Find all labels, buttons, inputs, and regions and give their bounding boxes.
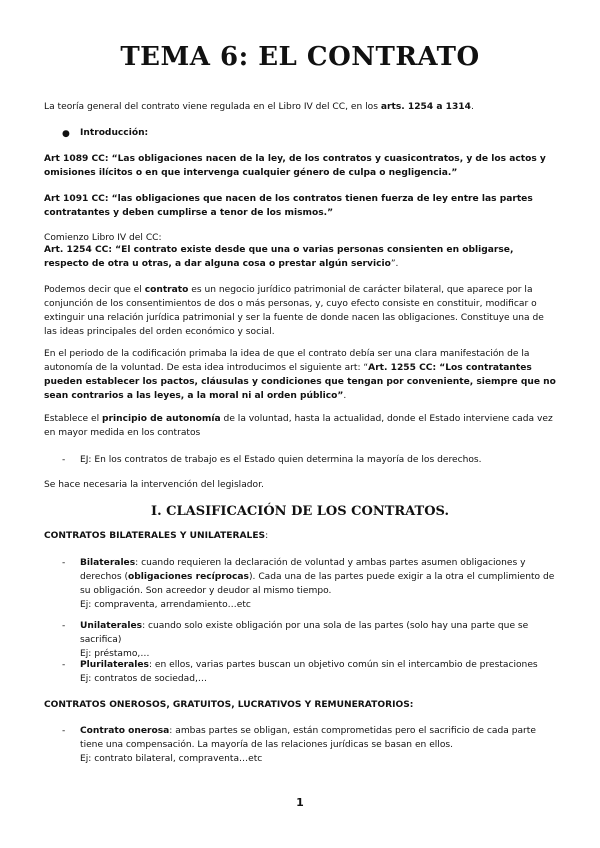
principio-paragraph <box>44 412 556 440</box>
principio-post: de la voluntad, hasta la actualidad, donde el Estado interviene cada vez en mayor medida en los contratos <box>44 414 553 438</box>
page-number: 1 <box>296 796 304 809</box>
art-1254-text: : “El contrato existe desde que una o varias personas consienten en obligarse, respecto de otra u otras, a dar alguna cosa o prestar algún servicio <box>44 245 514 269</box>
dash-marker: - <box>62 660 66 670</box>
contrato-definition-paragraph <box>44 283 556 339</box>
art-1091-paragraph: Art 1091 CC: “las obligaciones que nacen de los contratos tienen fuerza de ley entre las partes contratantes y deben cumplirse a tenor de los mismos.” <box>44 194 533 218</box>
contrato-bold: contrato <box>144 285 189 295</box>
principio-bold: principio de autonomía <box>102 414 221 424</box>
onerosa-term: Contrato onerosa <box>80 726 170 736</box>
intro-text: La teoría general del contrato viene regulada en el Libro IV del CC, en los <box>44 102 381 112</box>
list-item-unilaterales <box>80 619 556 661</box>
bullet-icon: ● <box>62 129 70 139</box>
codificacion-pre: En el periodo de la codificación primaba la idea de que el contrato debía ser una clara manifestación de la autonomía de la voluntad. De esta idea introducimos el siguiente art: “ <box>44 349 530 373</box>
comienzo-libro: Comienzo Libro IV del CC: <box>44 233 162 243</box>
unilaterales-text: : cuando solo existe obligación por una sola de las partes (solo hay una parte que se sacrifica) <box>80 621 529 645</box>
codificacion-bold: Art. 1255 CC: “Los contratantes pueden establecer los pactos, cláusulas y condiciones que tengan por conveniente, siempre que no sean contrarios a las leyes, a la moral ni al orden público” <box>44 363 556 401</box>
subheading-onerosos: CONTRATOS ONEROSOS, GRATUITOS, LUCRATIVOS Y REMUNERATORIOS: <box>44 700 414 710</box>
subheading-bilaterales-text: CONTRATOS BILATERALES Y UNILATERALES <box>44 531 266 541</box>
unilaterales-ej: Ej: préstamo,… <box>80 649 150 659</box>
subheading-bilaterales <box>44 529 556 543</box>
subheading-bilaterales-colon: : <box>265 531 269 541</box>
list-item-onerosa <box>80 724 556 766</box>
list-item-plurilaterales <box>80 658 556 686</box>
intro-arts: arts. 1254 a 1314 <box>380 102 471 112</box>
bilaterales-ej: Ej: compraventa, arrendamiento…etc <box>80 600 251 610</box>
plurilaterales-term: Plurilaterales <box>80 660 149 670</box>
onerosa-text: : ambas partes se obligan, están comprometidas pero el sacrificio de cada parte tiene una compensación. La mayoría de las relaciones jurídicas se basan en ellos. <box>80 726 536 750</box>
contrato-pre: Podemos decir que el <box>44 285 145 295</box>
codificacion-post: . <box>343 391 347 401</box>
intro-paragraph <box>44 100 556 114</box>
contrato-post: es un negocio jurídico patrimonial de carácter bilateral, que aparece por la conjunción de los consentimientos de dos o más personas, y, cuyo efecto consiste en constituir, modificar o extinguir una relación jurídica patrimonial y ser la fuente de donde nacen las obligaciones. Constituye una de las ideas principales del orden económico y social. <box>44 285 544 337</box>
dash-marker: - <box>62 455 66 465</box>
onerosa-ej: Ej: contrato bilateral, compraventa…etc <box>80 754 263 764</box>
art-1254-ref: Art. 1254 CC <box>44 245 109 255</box>
unilaterales-term: Unilaterales <box>80 621 143 631</box>
plurilaterales-ej: Ej: contratos de sociedad,… <box>80 674 207 684</box>
codificacion-paragraph <box>44 347 556 403</box>
art-1254-end: ”. <box>390 259 399 269</box>
art-1089-paragraph: Art 1089 CC: “Las obligaciones nacen de la ley, de los contratos y cuasicontratos, y de los actos y omisiones ilícitos o en que intervenga cualquier género de culpa o negligencia.” <box>44 154 546 178</box>
page-title: TEMA 6: EL CONTRATO <box>120 42 480 72</box>
bilaterales-term: Bilaterales <box>80 558 136 568</box>
bilaterales-text2: ). Cada una de las partes puede exigir a la otra el cumplimiento de su obligación. Son acreedor y deudor al mismo tiempo. <box>80 572 555 596</box>
plurilaterales-text: : en ellos, varias partes buscan un objetivo común sin el intercambio de prestaciones <box>148 660 538 670</box>
intervencion-paragraph: Se hace necesaria la intervención del legislador. <box>44 480 264 490</box>
intro-end: . <box>470 102 474 112</box>
dash-marker: - <box>62 726 66 736</box>
bilaterales-bold: obligaciones recíprocas <box>128 572 249 582</box>
dash-marker: - <box>62 621 66 631</box>
list-item-bilaterales <box>80 556 556 612</box>
intro-heading: Introducción: <box>80 128 149 138</box>
principio-pre: Establece el <box>44 414 103 424</box>
art-1254-paragraph <box>44 243 556 271</box>
dash-marker: - <box>62 558 66 568</box>
bilaterales-text1: : cuando requieren la declaración de voluntad y ambas partes asumen obligaciones y derechos ( <box>80 558 526 582</box>
section-heading-clasificacion: I. CLASIFICACIÓN DE LOS CONTRATOS. <box>150 504 450 519</box>
ej-trabajo: EJ: En los contratos de trabajo es el Estado quien determina la mayoría de los derechos. <box>80 455 482 465</box>
